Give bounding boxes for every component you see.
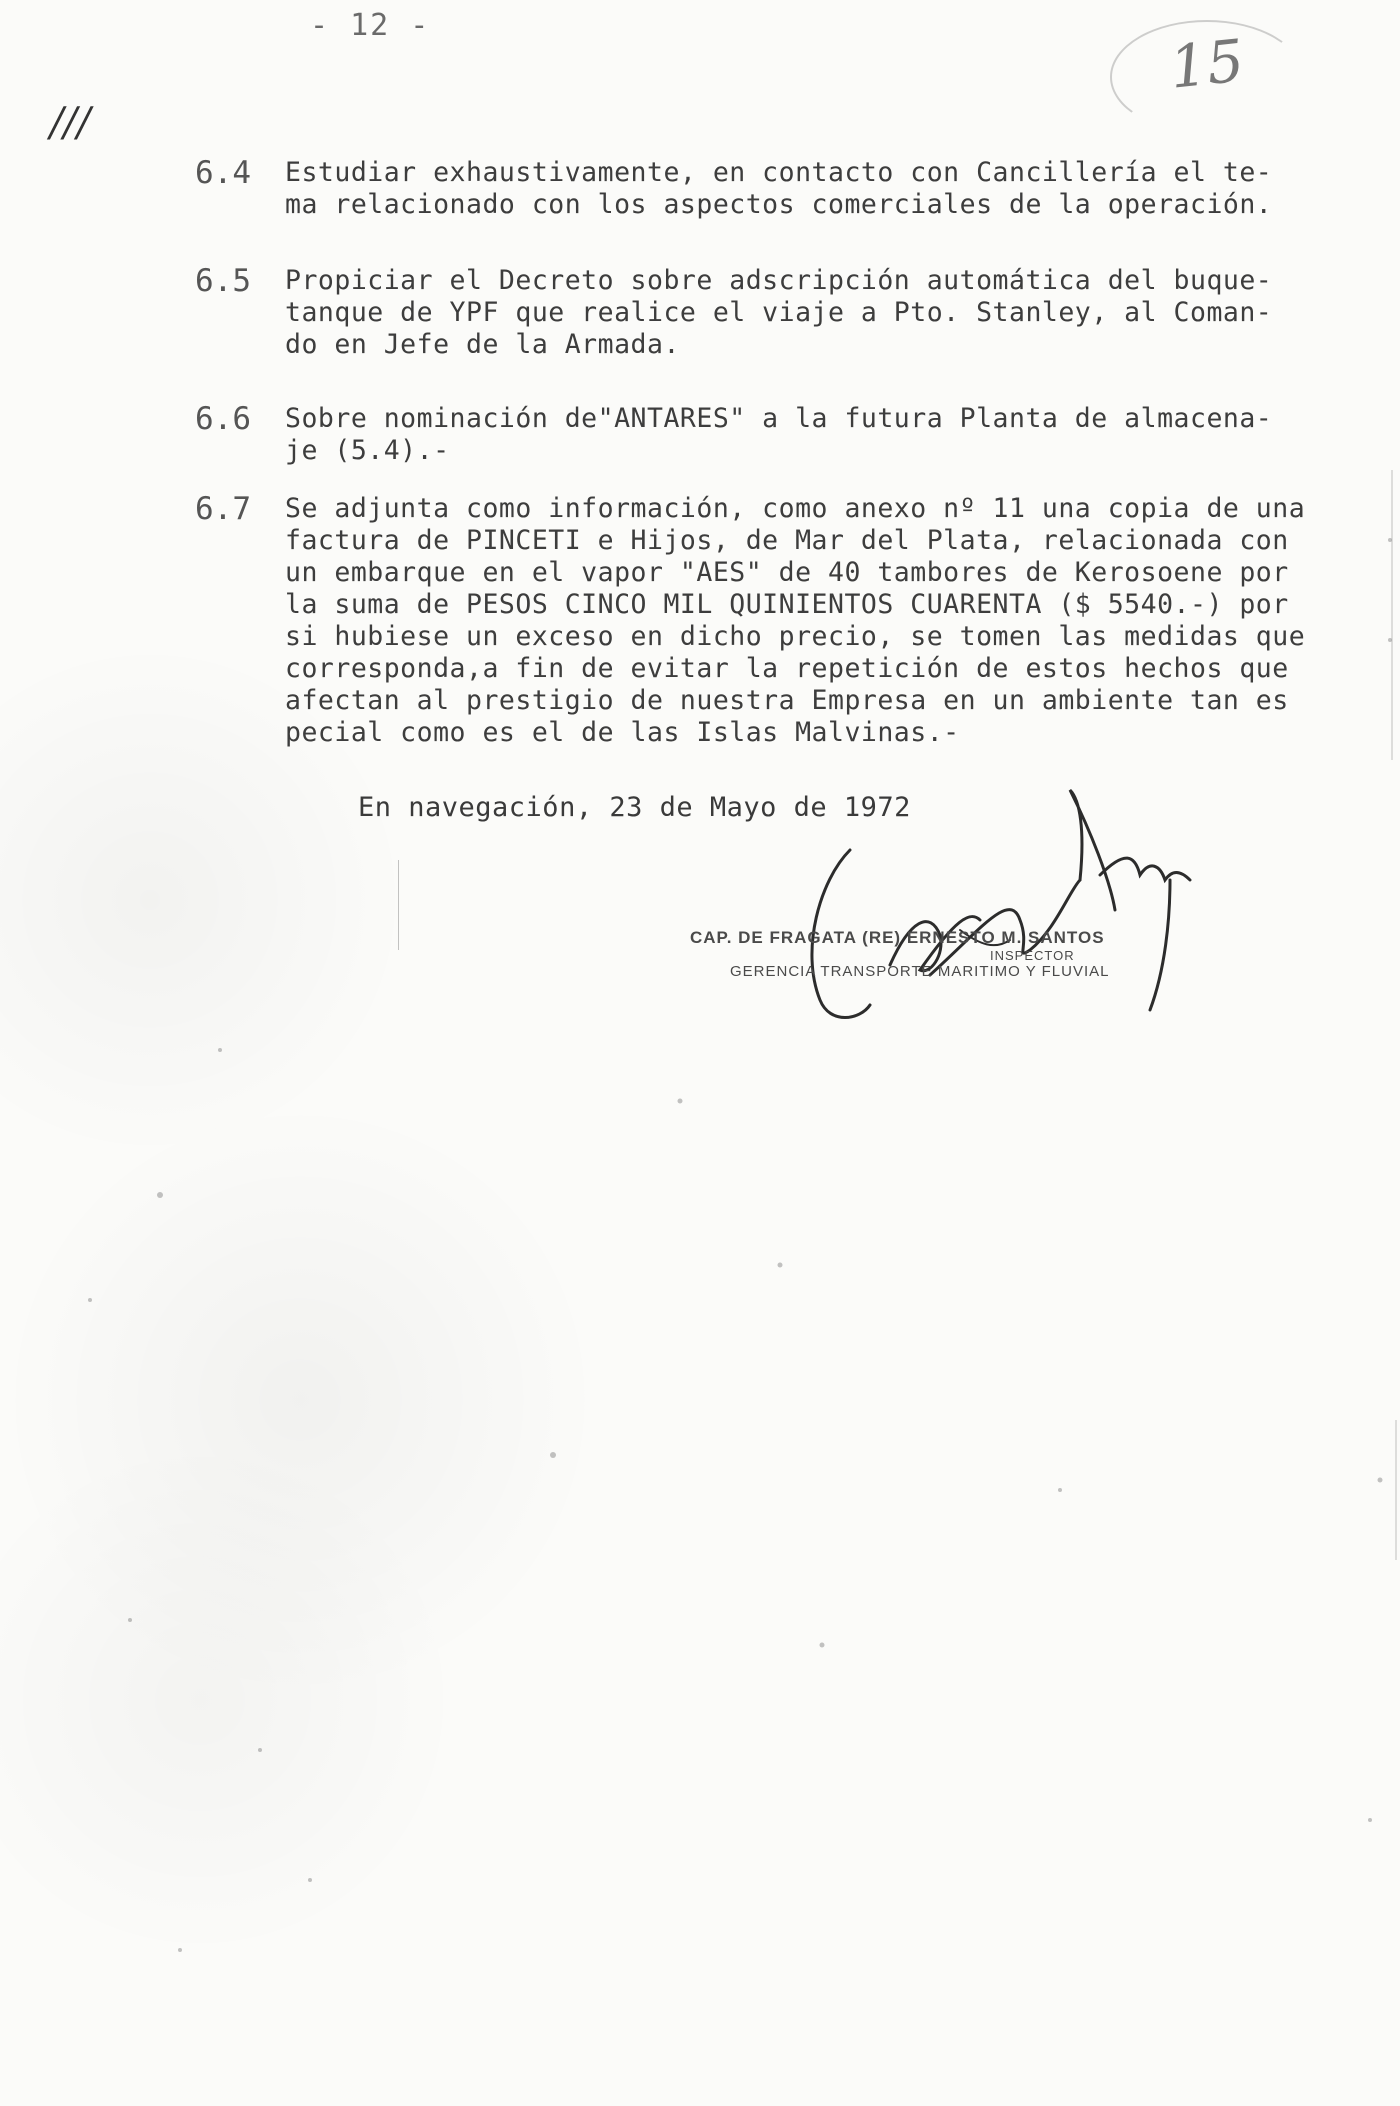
section-text bbox=[285, 493, 1325, 749]
text-line: corresponda,a fin de evitar la repetición de estos hechos que bbox=[285, 653, 1289, 684]
section-number: 6.5 bbox=[195, 263, 251, 299]
rubber-stamp bbox=[690, 928, 1250, 980]
text-line: un embarque en el vapor "AES" de 40 tambores de Kerosoene por bbox=[285, 557, 1289, 588]
text-line: ma relacionado con los aspectos comerciales de la operación. bbox=[285, 189, 1273, 220]
section-text bbox=[285, 403, 1325, 467]
text-line: Estudiar exhaustivamente, en contacto con Cancillería el te- bbox=[285, 157, 1273, 188]
margin-rule bbox=[398, 860, 399, 950]
text-line: Propiciar el Decreto sobre adscripción automática del buque- bbox=[285, 265, 1273, 296]
text-line: afectan al prestigio de nuestra Empresa en un ambiente tan es bbox=[285, 685, 1289, 716]
page-number: - 12 - bbox=[310, 8, 431, 43]
section-number: 6.7 bbox=[195, 491, 251, 527]
text-line: Se adjunta como información, como anexo nº 11 una copia de una bbox=[285, 493, 1306, 524]
text-line: pecial como es el de las Islas Malvinas.- bbox=[285, 717, 960, 748]
folio-number: 15 bbox=[1166, 26, 1248, 102]
handwritten-signature bbox=[780, 770, 1240, 1050]
section-number: 6.6 bbox=[195, 401, 251, 437]
text-line: factura de PINCETI e Hijos, de Mar del Plata, relacionada con bbox=[285, 525, 1289, 556]
text-line: la suma de PESOS CINCO MIL QUINIENTOS CUARENTA ($ 5540.-) por bbox=[285, 589, 1289, 620]
text-line: je (5.4).- bbox=[285, 435, 450, 466]
section-text bbox=[285, 265, 1325, 361]
text-line: Sobre nominación de"ANTARES" a la futura Planta de almacena- bbox=[285, 403, 1273, 434]
continuation-mark: /// bbox=[50, 100, 91, 146]
text-line: tanque de YPF que realice el viaje a Pto. Stanley, al Coman- bbox=[285, 297, 1273, 328]
section-text bbox=[285, 157, 1325, 221]
stamp-line-name: CAP. DE FRAGATA (RE) ERNESTO M. SANTOS bbox=[690, 928, 1105, 947]
text-line: do en Jefe de la Armada. bbox=[285, 329, 680, 360]
stamp-line-department: GERENCIA TRANSPORTE MARITIMO Y FLUVIAL bbox=[730, 963, 1110, 980]
section-number: 6.4 bbox=[195, 155, 251, 191]
stamp-line-title: INSPECTOR bbox=[990, 948, 1075, 963]
text-line: si hubiese un exceso en dicho precio, se tomen las medidas que bbox=[285, 621, 1306, 652]
place-and-date: En navegación, 23 de Mayo de 1972 bbox=[358, 792, 911, 823]
